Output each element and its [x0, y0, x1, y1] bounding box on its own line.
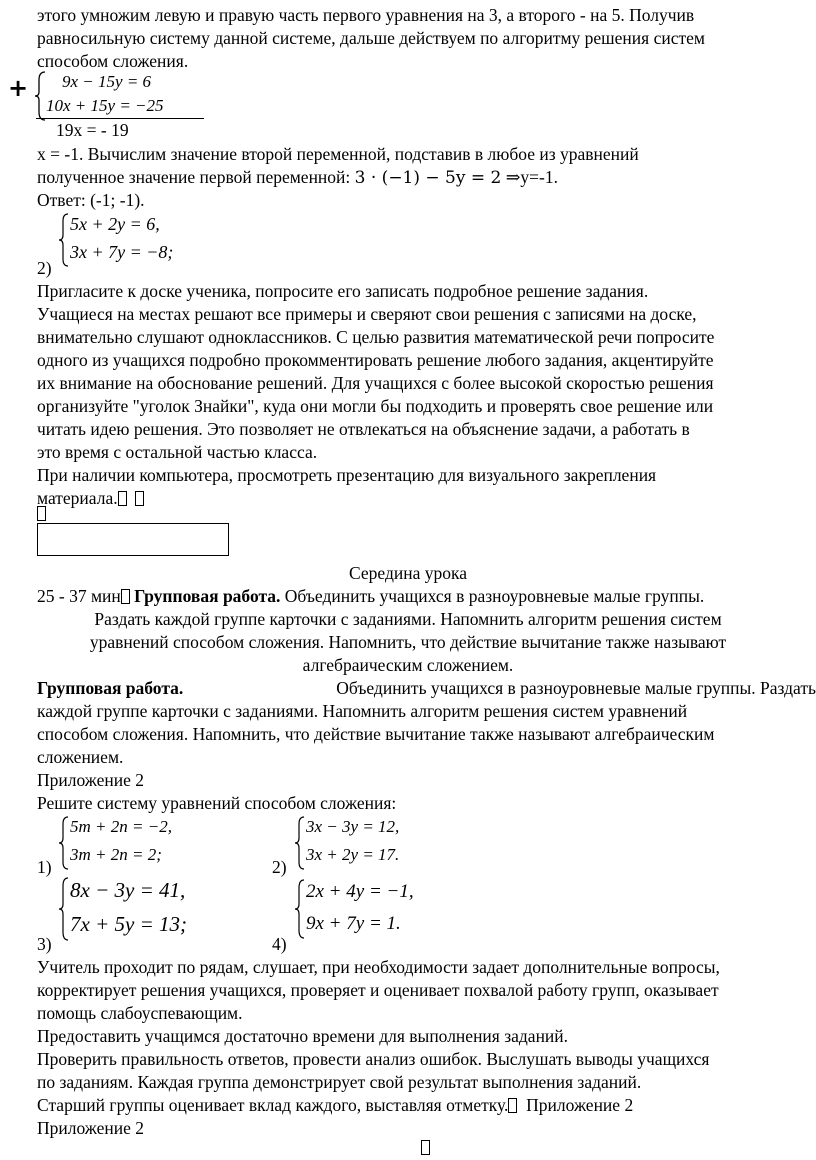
exercise-system-1 [58, 815, 218, 871]
instruction-line: Пригласите к доске ученика, попросите его записать подробное решение задания. [37, 281, 649, 301]
task2-number: 2) [37, 258, 52, 278]
exercise-eq: 3x − 3y = 12, [306, 817, 400, 836]
missing-glyph-icon [421, 1140, 430, 1155]
brace-icon [58, 815, 70, 871]
closing-line: Предоставить учащимся достаточно времени для выполнения заданий. [37, 1026, 569, 1046]
closing-line: по заданиям. Каждая группа демонстрирует свой результат выполнения заданий. [37, 1072, 642, 1092]
exercise-eq: 2x + 4y = −1, [306, 881, 414, 902]
instruction-line: организуйте "уголок Знайки", куда они могли бы подходить и проверять свое решение или [37, 396, 714, 416]
answer: Ответ: (-1; -1). [37, 190, 145, 210]
instruction-line: внимательно слушают одноклассников. С целью развития математической речи попросите [37, 327, 715, 347]
intro-line-3: способом сложения. [37, 51, 189, 71]
teacher-note-line: корректирует решения учащихся, проверяет и оценивает похвалой работу групп, оказывает [37, 980, 719, 1000]
mid-lesson-heading: Середина урока [349, 563, 467, 583]
exercise-system-2 [294, 815, 454, 871]
exercise-prompt: Решите систему уравнений способом сложения: [37, 793, 397, 813]
missing-glyph-icon [135, 491, 144, 506]
addition-eq-1: 9x − 15y = 6 [62, 72, 152, 91]
exercise-number: 1) [37, 857, 52, 877]
solution-line-1: x = -1. Вычислим значение второй переменной, подставив в любое из уравнений [37, 144, 639, 164]
task2-system [58, 212, 208, 268]
missing-glyph-icon [37, 506, 46, 521]
instruction-line: их внимание на обоснование решений. Для учащихся с более высокой скоростью решения [37, 373, 714, 393]
brace-icon [58, 212, 70, 268]
instruction-line: читать идею решения. Это позволяет не отвлекаться на объяснение задачи, а работать в [37, 419, 690, 439]
exercise-system-4 [294, 878, 464, 940]
exercise-eq: 8x − 3y = 41, [70, 878, 186, 902]
final-line-2: Приложение 2 [37, 1118, 145, 1138]
teacher-note-line: Учитель проходит по рядам, слушает, при необходимости задает дополнительные вопросы, [37, 957, 720, 977]
teacher-note-line: помощь слабоуспевающим. [37, 1003, 243, 1023]
exercise-system-3 [58, 876, 228, 942]
closing-line: Проверить правильность ответов, провести анализ ошибок. Выслушать выводы учащихся [37, 1049, 710, 1069]
appendix-label: Приложение 2 [37, 770, 145, 790]
mid-lesson-line-4: алгебраическим сложением. [302, 655, 514, 675]
exercise-number: 4) [272, 934, 287, 954]
mid-lesson-line-2: Раздать каждой группе карточки с заданиями. Напомнить алгоритм решения систем [94, 609, 722, 629]
group-work-line-3: способом сложения. Напомнить, что действие вычитание также называют алгебраическим [37, 724, 715, 744]
task2-eq-2: 3x + 7y = −8; [70, 242, 174, 262]
solution-line-2: полученное значение первой переменной: 3 · (−1) − 5y = 2 ⇒y=-1. [37, 167, 558, 188]
plus-sign: + [8, 74, 29, 102]
group-work-line-1: Групповая работа. Объединить учащихся в разноуровневые малые группы. Раздать [37, 678, 816, 698]
exercise-eq: 7x + 5y = 13; [70, 912, 187, 936]
exercise-number: 2) [272, 857, 287, 877]
addition-system [34, 70, 214, 122]
instruction-line: одного из учащихся подробно прокомментировать решение любого задания, акцентируйте [37, 350, 714, 370]
mid-lesson-line-1: 25 - 37 мин Групповая работа. Объединить учащихся в разноуровневые малые группы. [37, 586, 705, 606]
instruction-line: Учащиеся на местах решают все примеры и сверяют свои решения с записями на доске, [37, 304, 697, 324]
task2-eq-1: 5x + 2y = 6, [70, 214, 160, 234]
group-work-line-2: каждой группе карточки с заданиями. Напомнить алгоритм решения систем уравнений [37, 701, 688, 721]
instruction-line: это время с остальной частью класса. [37, 442, 318, 462]
intro-line-2: равносильную систему данной системе, дальше действуем по алгоритму решения систем [37, 28, 705, 48]
empty-box [37, 523, 229, 556]
computer-note-line-2: материала. [37, 487, 144, 510]
addition-eq-2: 10x + 15y = −25 [46, 96, 164, 115]
addition-sum: 19x = - 19 [56, 120, 129, 140]
exercise-eq: 5m + 2n = −2, [70, 817, 172, 836]
brace-icon [58, 876, 70, 942]
brace-icon [294, 815, 306, 871]
missing-glyph-icon [121, 589, 130, 604]
missing-glyph-icon [118, 491, 127, 506]
exercise-eq: 3x + 2y = 17. [306, 845, 400, 864]
computer-note-line-1: При наличии компьютера, просмотреть презентацию для визуального закрепления [37, 465, 657, 485]
mid-lesson-line-3: уравнений способом сложения. Напомнить, что действие вычитание также называют [89, 632, 727, 652]
brace-icon [294, 878, 306, 940]
intro-line-1: этого умножим левую и правую часть первого уравнения на 3, а второго - на 5. Получив [37, 5, 695, 25]
exercise-eq: 9x + 7y = 1. [306, 913, 401, 934]
missing-glyph-icon [508, 1098, 517, 1113]
exercise-number: 3) [37, 934, 52, 954]
final-line-1: Старший группы оценивает вклад каждого, выставляя отметку. Приложение 2 [37, 1095, 634, 1115]
group-work-line-4: сложением. [37, 747, 124, 767]
exercise-eq: 3m + 2n = 2; [70, 845, 162, 864]
